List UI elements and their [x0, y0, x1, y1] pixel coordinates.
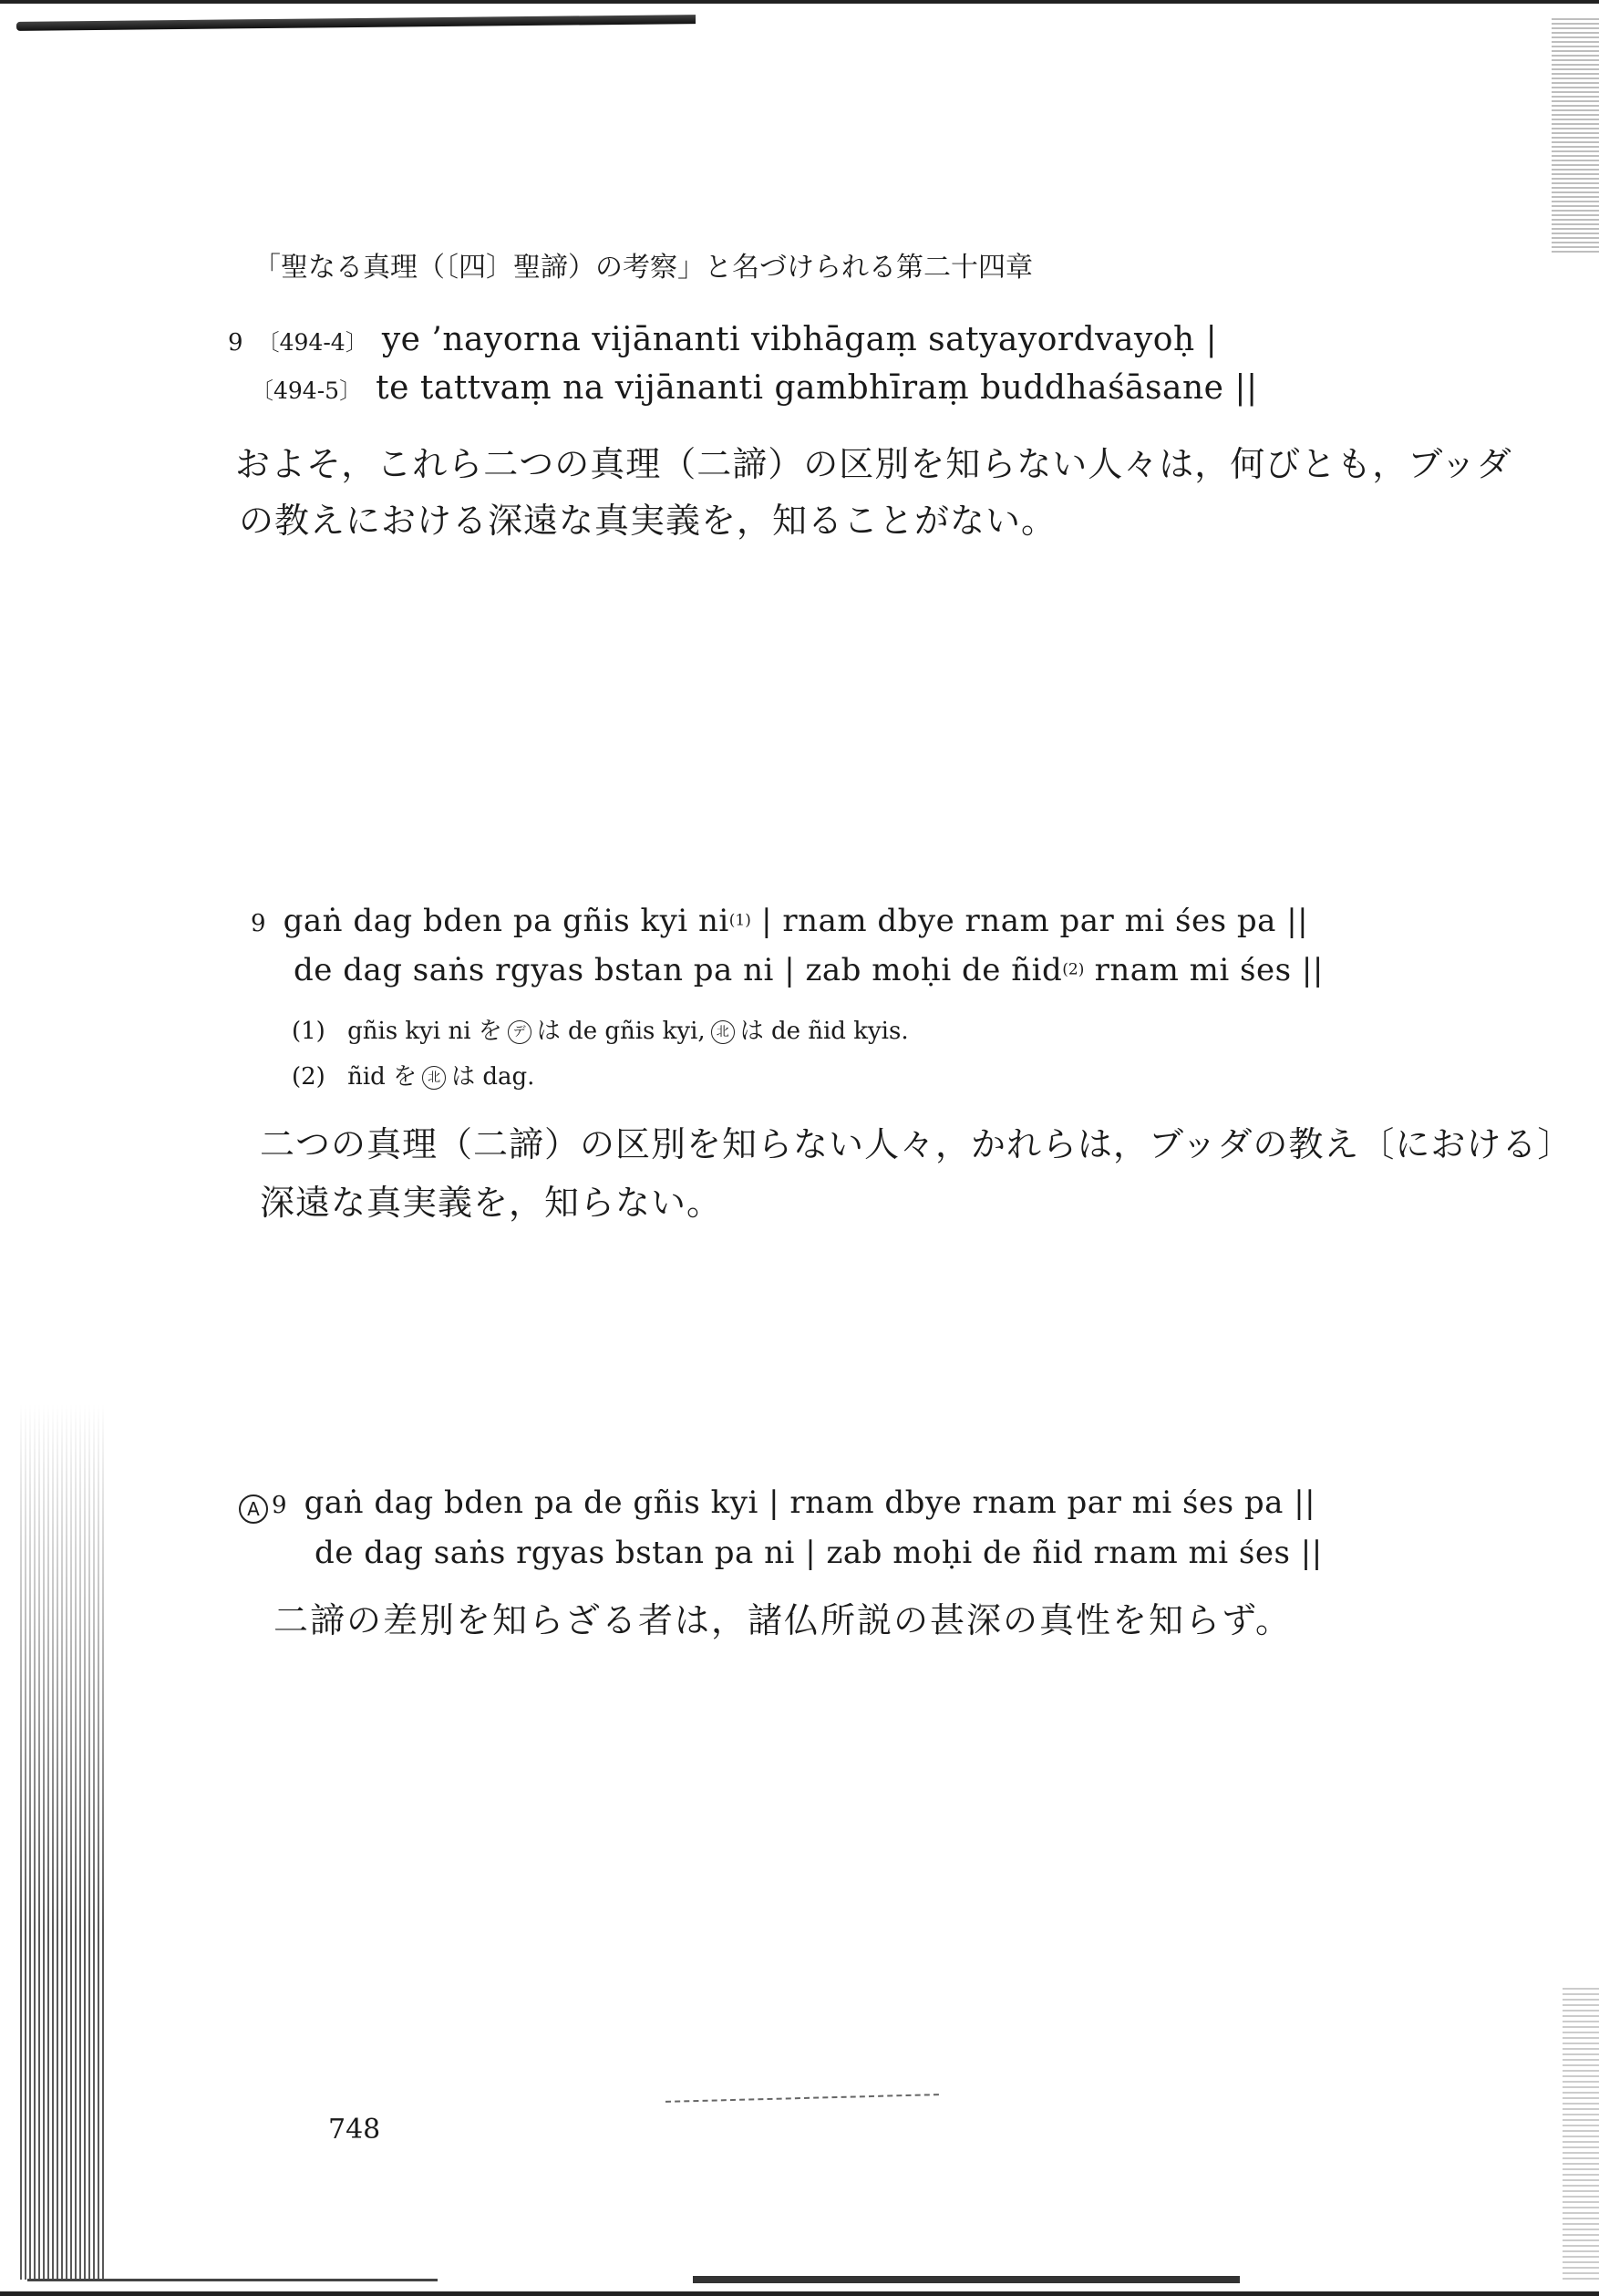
scan-smear-bottom — [693, 2276, 1240, 2283]
footnote-text: は dag. — [451, 1063, 535, 1091]
edition-mark-icon: 北 — [711, 1020, 735, 1044]
chapter-title: 「聖なる真理（〔四〕聖諦）の考察」と名づけられる第二十四章 — [253, 252, 1033, 284]
scan-edge-left-fade — [20, 1404, 107, 2280]
footnote-text: ñid を — [347, 1063, 418, 1091]
chinese-translation: 二諦の差別を知らざる者は，諸仏所説の甚深の真性を知らず。 — [273, 1600, 1292, 1640]
sanskrit-text-2: te tattvaṃ na vijānanti gambhīraṃ buddhaśāsane || — [376, 369, 1258, 407]
scan-edge-right-top — [1552, 18, 1599, 255]
verse-number: 9 — [228, 329, 243, 357]
footnote-ref-1: (1) — [728, 911, 751, 930]
sanskrit-ref-2: 〔494-5〕 — [251, 377, 363, 404]
sanskrit-ref-1: 〔494-4〕 — [256, 329, 368, 356]
tibetan-text-1b: | rnam dbye rnam par mi śes pa || — [750, 903, 1309, 939]
scan-edge-top — [0, 0, 1599, 4]
footnote-text: は de ñid kyis. — [739, 1018, 909, 1045]
footnote-text: gñis kyi ni を — [347, 1018, 502, 1045]
tibetan-text-2b: rnam mi śes || — [1084, 952, 1324, 988]
footnote-text: は de gñis kyi, — [536, 1018, 706, 1045]
sanskrit-translation-line-2: の教えにおける深遠な真実義を，知ることがない。 — [239, 501, 1057, 541]
sanskrit-line-1 — [228, 321, 1217, 358]
page-number: 748 — [328, 2114, 381, 2146]
footnote-number: (1) — [292, 1018, 325, 1045]
edition-mark-icon: A — [239, 1494, 268, 1524]
footnote-2 — [292, 1058, 534, 1091]
chinese-line-2: de dag saṅs rgyas bstan pa ni | zab moḥi de ñid rnam mi śes || — [315, 1535, 1323, 1571]
verse-number: 9 — [251, 910, 266, 937]
scan-edge-bottom — [0, 2291, 1599, 2296]
tibetan-text-2a: de dag saṅs rgyas bstan pa ni | zab moḥi de ñid — [294, 952, 1063, 988]
sanskrit-line-2 — [251, 369, 1258, 407]
chinese-tibetan-text-1: gaṅ dag bden pa de gñis kyi | rnam dbye rnam par mi śes pa || — [304, 1484, 1316, 1521]
tibetan-translation-line-2: 深遠な真実義を，知らない。 — [260, 1183, 723, 1223]
tibetan-line-2 — [294, 952, 1324, 988]
edition-mark-icon: デ — [508, 1020, 531, 1044]
tibetan-line-1 — [251, 903, 1308, 939]
sanskrit-translation-line-1: およそ，これら二つの真理（二諦）の区別を知らない人々は，何びとも，ブッダ — [235, 444, 1512, 484]
edition-mark-icon: 北 — [422, 1066, 446, 1090]
chinese-line-1 — [239, 1484, 1315, 1524]
scan-edge-right-bottom — [1563, 1988, 1599, 2280]
tibetan-text-1a: gaṅ dag bden pa gñis kyi ni — [283, 903, 729, 939]
scan-smear-top — [16, 15, 696, 31]
verse-number: 9 — [272, 1492, 287, 1519]
tibetan-translation-line-1: 二つの真理（二諦）の区別を知らない人々，かれらは，ブッダの教え〔における〕 — [260, 1124, 1573, 1164]
scan-mark — [665, 2094, 939, 2105]
footnote-ref-2: (2) — [1062, 960, 1085, 979]
footnote-1 — [292, 1012, 909, 1046]
sanskrit-text-1: ye ’nayorna vijānanti vibhāgaṃ satyayordvayoḥ | — [381, 321, 1218, 358]
footnote-number: (2) — [292, 1063, 325, 1091]
scan-smear-bottom-left — [27, 2279, 438, 2281]
